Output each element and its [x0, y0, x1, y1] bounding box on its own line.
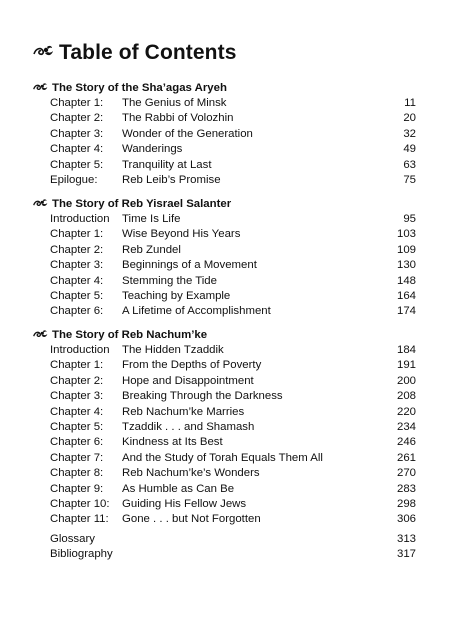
- entry-title: And the Study of Torah Equals Them All: [122, 451, 323, 464]
- entry-title: The Hidden Tzaddik: [122, 344, 224, 356]
- entry-title: Breaking Through the Darkness: [122, 390, 283, 403]
- entry-page: 174: [396, 305, 416, 318]
- toc-section: [33, 80, 416, 189]
- entry-label: Epilogue:: [50, 173, 98, 186]
- entry-label: Chapter 10:: [50, 497, 110, 510]
- ornament-fleuron-icon: [33, 195, 48, 213]
- entry-title: Tranquility at Last: [122, 158, 212, 171]
- entry-page: 313: [396, 533, 416, 545]
- ornament-fleuron-icon: [33, 44, 54, 63]
- entry-page: 208: [396, 390, 416, 403]
- entry-title: As Humble as Can Be: [122, 482, 235, 495]
- entry-page: 246: [396, 436, 416, 449]
- entry-title: Stemming the Tide: [122, 274, 217, 287]
- toc-entry[interactable]: [33, 228, 416, 243]
- entry-title: Bibliography: [50, 548, 113, 561]
- entry-label: Chapter 7:: [50, 451, 104, 464]
- entry-label: Chapter 5:: [50, 289, 104, 302]
- entry-title: Kindness at Its Best: [122, 436, 223, 449]
- entry-title: From the Depths of Poverty: [122, 359, 262, 372]
- entry-title: Gone . . . but Not Forgotten: [122, 513, 261, 526]
- entry-label: Chapter 2:: [50, 112, 104, 125]
- toc-entry[interactable]: [33, 452, 416, 467]
- entry-page: 184: [396, 344, 416, 356]
- toc-entry[interactable]: [50, 533, 416, 548]
- entry-page: 11: [404, 97, 416, 109]
- section-title: The Story of the Sha’agas Aryeh: [52, 82, 227, 94]
- entry-title: Wonder of the Generation: [122, 127, 253, 140]
- entry-page: 49: [403, 143, 416, 156]
- entry-label: Chapter 3:: [50, 127, 104, 140]
- toc-entry[interactable]: [33, 174, 416, 189]
- entry-page: 306: [396, 513, 416, 526]
- section-heading: [33, 80, 416, 96]
- entry-title: The Genius of Minsk: [122, 97, 227, 109]
- ornament-fleuron-icon: [33, 326, 48, 344]
- toc-section: [33, 196, 416, 321]
- entry-page: 20: [403, 112, 416, 125]
- entry-label: Chapter 4:: [50, 274, 104, 287]
- toc-entry[interactable]: [33, 143, 416, 158]
- toc-entry[interactable]: [33, 483, 416, 498]
- toc-entry[interactable]: [33, 436, 416, 451]
- entry-page: 148: [396, 274, 416, 287]
- entry-label: Chapter 8:: [50, 467, 104, 480]
- entry-label: Chapter 6:: [50, 436, 104, 449]
- toc-entry[interactable]: [50, 548, 416, 563]
- entry-page: 164: [396, 289, 416, 302]
- toc-entry[interactable]: [33, 406, 416, 421]
- toc-title-row: [33, 40, 236, 66]
- entry-page: 32: [403, 127, 416, 140]
- toc-entry[interactable]: [33, 359, 416, 374]
- entry-label: Chapter 6:: [50, 305, 104, 318]
- entry-page: 220: [396, 405, 416, 418]
- entry-label: Introduction: [50, 344, 110, 356]
- entry-title: Wanderings: [122, 143, 183, 156]
- toc-entry[interactable]: [33, 513, 416, 528]
- entry-title: Teaching by Example: [122, 289, 231, 302]
- entry-label: Chapter 3:: [50, 390, 104, 403]
- entry-label: Chapter 2:: [50, 374, 104, 387]
- entry-label: Chapter 11:: [50, 513, 109, 526]
- entry-page: 109: [396, 243, 416, 256]
- entry-label: Chapter 3:: [50, 259, 104, 272]
- entry-title: Hope and Disappointment: [122, 374, 254, 387]
- entry-title: Tzaddik . . . and Shamash: [122, 420, 255, 433]
- toc-entry[interactable]: [33, 259, 416, 274]
- section-heading: [33, 327, 416, 343]
- entry-label: Chapter 9:: [50, 482, 104, 495]
- toc-entry[interactable]: [33, 128, 416, 143]
- entry-label: Chapter 5:: [50, 158, 104, 171]
- ornament-fleuron-icon: [33, 79, 48, 97]
- section-title: The Story of Reb Nachum’ke: [52, 329, 208, 341]
- entry-label: Chapter 4:: [50, 405, 104, 418]
- toc-entry[interactable]: [33, 275, 416, 290]
- entry-page: 191: [396, 359, 416, 372]
- toc-entry[interactable]: [33, 244, 416, 259]
- toc-entry[interactable]: [33, 344, 416, 359]
- entry-page: 130: [396, 259, 416, 272]
- toc-entry[interactable]: [33, 97, 416, 112]
- toc-entry[interactable]: [33, 421, 416, 436]
- page-title: Table of Contents: [59, 41, 237, 64]
- entry-title: The Rabbi of Volozhin: [122, 112, 234, 125]
- entry-page: 283: [396, 482, 416, 495]
- toc-entry[interactable]: [33, 305, 416, 320]
- entry-title: Guiding His Fellow Jews: [122, 497, 247, 510]
- entry-title: Reb Zundel: [122, 243, 181, 256]
- entry-label: Introduction: [50, 213, 110, 225]
- entry-label: Chapter 1:: [50, 97, 104, 109]
- entry-page: 95: [403, 213, 416, 225]
- entry-label: Chapter 1:: [50, 228, 104, 241]
- entry-title: Reb Nachum’ke’s Wonders: [122, 467, 260, 480]
- toc-entry[interactable]: [33, 375, 416, 390]
- entry-title: Reb Leib’s Promise: [122, 173, 221, 186]
- entry-title: Reb Nachum’ke Marries: [122, 405, 245, 418]
- entry-title: A Lifetime of Accomplishment: [122, 305, 271, 318]
- entry-page: 63: [403, 158, 416, 171]
- entry-title: Wise Beyond His Years: [122, 228, 241, 241]
- toc-entry[interactable]: [33, 213, 416, 228]
- entry-label: Chapter 2:: [50, 243, 104, 256]
- entry-page: 317: [396, 548, 416, 561]
- entry-page: 75: [403, 173, 416, 186]
- toc-entry[interactable]: [33, 390, 416, 405]
- section-heading: [33, 196, 416, 212]
- toc-entry[interactable]: [33, 498, 416, 513]
- entry-label: Chapter 4:: [50, 143, 104, 156]
- entry-page: 261: [396, 451, 416, 464]
- entry-page: 103: [396, 228, 416, 241]
- entry-page: 298: [396, 497, 416, 510]
- toc-entry[interactable]: [33, 290, 416, 305]
- toc-section: [33, 327, 416, 529]
- entry-page: 270: [396, 467, 416, 480]
- toc-entry[interactable]: [33, 467, 416, 482]
- toc-entry[interactable]: [33, 159, 416, 174]
- back-matter: [50, 533, 416, 564]
- entry-title: Time Is Life: [122, 213, 181, 225]
- section-title: The Story of Reb Yisrael Salanter: [52, 198, 232, 210]
- entry-title: Beginnings of a Movement: [122, 259, 257, 272]
- entry-title: Glossary: [50, 533, 95, 545]
- entry-label: Chapter 5:: [50, 420, 104, 433]
- toc-entry[interactable]: [33, 112, 416, 127]
- entry-page: 200: [396, 374, 416, 387]
- entry-page: 234: [396, 420, 416, 433]
- entry-label: Chapter 1:: [50, 359, 104, 372]
